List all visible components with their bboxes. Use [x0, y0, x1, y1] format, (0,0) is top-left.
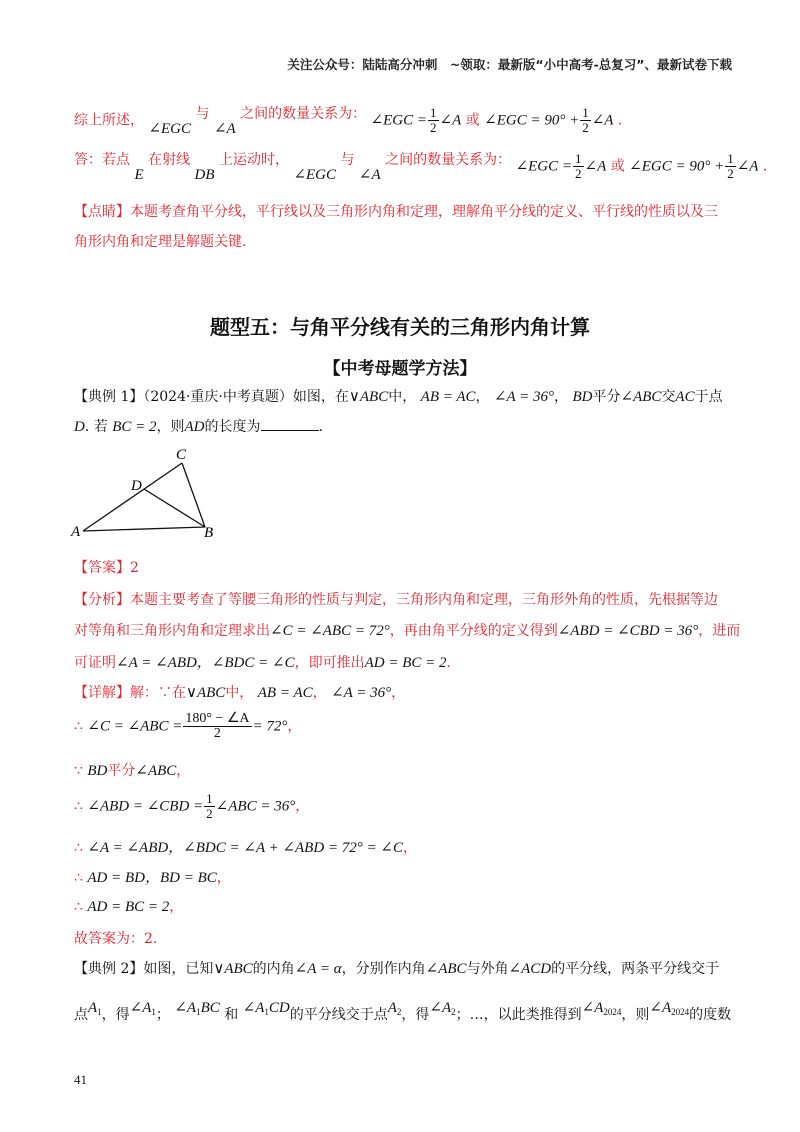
therefore-symbol: ∴ [74, 840, 83, 856]
angle-a2: $\angle A_2$ [429, 1000, 456, 1017]
equation2-left-2: ∠EGC = 90° + [629, 158, 725, 175]
equation2-left: ∠EGC = 90° + [484, 112, 580, 129]
eq-c-abc: ∠C = ∠ABC = [87, 718, 183, 735]
angle-abc: ∠ABC [620, 389, 662, 405]
then-text: ，则 [156, 419, 185, 435]
analysis-line-3 [74, 651, 451, 672]
text-bisectors-meet: 的平分线交于点 [289, 1007, 388, 1023]
eq-ad-bc-2: AD = BC = 2 [364, 655, 447, 671]
therefore-symbol: ∴ [74, 899, 83, 915]
triangle-figure [68, 444, 228, 544]
ray-text: 在射线 [148, 151, 191, 168]
detail-label: 【详解】 [74, 685, 130, 701]
text-c: ，分别作内角 [341, 961, 426, 977]
detail-line-6 [74, 866, 231, 887]
because-symbol: ∵ [74, 763, 83, 779]
inner-angle-text: 的内角 [252, 961, 295, 977]
section-subtitle: 【中考母题学方法】 [323, 359, 477, 379]
detail-line-3 [74, 760, 190, 780]
detail-text: 解：∵在 [130, 685, 186, 701]
triangle-abc-3: ∨ABC [213, 961, 253, 977]
segment-cb [182, 463, 205, 527]
point-a2: $A_2$ [387, 1000, 402, 1017]
eq-ab-ac: AB = AC [420, 389, 476, 405]
segment-bd-2: BD [87, 763, 108, 779]
dianjing-line-1: 【点睛】本题考查角平分线，平行线以及三角形内角和定理，理解角平分线的定义、平行线的性质以及三 [74, 204, 718, 220]
angle-a1: $\angle A_1$ [129, 1000, 156, 1017]
equation2-right-2: ∠A [736, 158, 759, 175]
comma: ， [216, 870, 231, 886]
angle-egc-2: ∠EGC [293, 166, 337, 183]
example1-line-1 [74, 386, 723, 406]
text-d: 与外角 [466, 961, 509, 977]
fraction-half-5: $\frac{1}{2}$ [206, 791, 213, 821]
analysis-text-c: ，进而 [698, 623, 741, 639]
text-e: 的平分线，两条平分线交于 [551, 961, 720, 977]
eq-a-36: ∠A = 36° [493, 389, 555, 405]
point-a1: $A_1$ [88, 1000, 102, 1017]
point-d: D [74, 419, 85, 435]
equation-left: ∠EGC = [370, 112, 428, 129]
comma: ， [295, 798, 310, 815]
text-de: ，得 [101, 1007, 130, 1023]
analysis-text-f: . [446, 655, 451, 671]
text-zhong: 中， [388, 389, 417, 405]
label-b: B [204, 525, 214, 541]
bisect-text: 平分 [592, 389, 621, 405]
eq-abd-cbd: ∠ABD = ∠CBD = [87, 798, 204, 815]
dianjing-line-2: 角形内角和定理是解题关键. [74, 234, 247, 250]
angle-acd: ∠ACD [508, 961, 552, 977]
comma: ， [169, 899, 184, 915]
example2-intro: 【典例 2】如图，已知 [74, 961, 214, 977]
text-zhong-2: 中， [225, 685, 254, 701]
relation-text: 之间的数量关系为： [240, 105, 367, 122]
segment-bd: BD [572, 389, 593, 405]
analysis-line-1: 【分析】本题主要考查了等腰三角形的性质与判定，三角形内角和定理，三角形外角的性质，先根据等边 [74, 592, 718, 608]
eq-a-alpha: ∠A = α [294, 961, 342, 977]
or-text: 或 [465, 112, 480, 129]
example1-line-2 [74, 416, 323, 436]
text-degree: 的度数 [689, 1007, 732, 1023]
eq-abc-36: ∠ABC = 36° [215, 798, 296, 815]
fraction-half-2: $\frac{1}{2}$ [582, 105, 589, 135]
or-text-2: 或 [610, 158, 625, 175]
angle-a1bc: $\angle A_1BC$ [174, 1000, 220, 1017]
eq-a-abd: ∠A = ∠ABD，∠BDC = ∠C [116, 655, 295, 671]
equation-right: ∠A [439, 112, 462, 129]
moving-text: 上运动时， [218, 151, 289, 168]
comma: ， [176, 763, 191, 779]
eq-abd-cbd-36: ∠ABD = ∠CBD = 36° [557, 623, 699, 639]
text-dian: 点 [74, 1007, 88, 1023]
fraction-half-3: $\frac{1}{2}$ [575, 151, 582, 181]
comma: ， [312, 685, 327, 701]
detail-line-5 [74, 836, 417, 857]
triangle-abc: ∨ABC [348, 389, 389, 405]
segment-ab [83, 527, 205, 531]
detail-line-1 [74, 682, 405, 702]
equation2-right: ∠A [591, 112, 614, 129]
answer-blank [261, 416, 319, 431]
eq-bc-2: BC = 2 [112, 419, 157, 435]
analysis-text-b: ，再由角平分线的定义得到 [389, 623, 558, 639]
comma: ， [391, 685, 406, 701]
fraction-half-4: $\frac{1}{2}$ [727, 151, 734, 181]
page-header: 关注公众号：陆陆高分冲刺 ~领取：最新版“小中高考-总复习”、最新试卷下载 [287, 57, 732, 72]
angle-abc-2: ∠ABC [135, 763, 177, 779]
eq-c-abc-72: ∠C = ∠ABC = 72° [270, 623, 390, 639]
eq-bdc-chain: ∠A = ∠ABD，∠BDC = ∠A + ∠ABD = 72° = ∠C [87, 840, 403, 856]
page-number: 41 [74, 1072, 87, 1087]
fraction-half: $\frac{1}{2}$ [430, 105, 437, 135]
analysis-text-d: 可证明 [74, 655, 116, 671]
detail-line-7 [74, 896, 183, 916]
text-then: ，则 [621, 1007, 650, 1023]
period: . [318, 419, 323, 435]
angle-a1cd: $\angle A_1CD$ [242, 1000, 290, 1017]
summary-lead: 综上所述， [74, 112, 144, 129]
eq-ad-bc-2-final: AD = BC = 2 [87, 899, 170, 915]
angle-a: ∠A [213, 120, 236, 137]
segment-db [144, 489, 205, 527]
answer-block [74, 557, 139, 577]
length-text: 的长度为 [204, 419, 261, 435]
angle-a2024-2: $\angle A_{2024}$ [649, 1000, 690, 1017]
detail-line-8: 故答案为：2. [74, 931, 158, 947]
label-a: A [71, 524, 81, 540]
comma: ， [554, 389, 569, 405]
fraction-180-minus-a: $\frac{180^\circ - \angle A}{2}$ [185, 711, 250, 741]
ray-db: DB [194, 166, 215, 183]
segment-ac-line [83, 463, 182, 531]
eq-a-36-2: ∠A = 36° [331, 685, 392, 701]
period-2: . [762, 158, 768, 175]
section-title: 题型五：与角平分线有关的三角形内角计算 [210, 315, 590, 339]
if-text: . 若 [84, 419, 108, 435]
intersect-text: 交 [661, 389, 676, 405]
answer-lead: 答：若点 [74, 151, 130, 168]
and-text-2: 与 [340, 151, 355, 168]
at-point-text: 于点 [694, 389, 723, 405]
relation-text-2: 之间的数量关系为： [385, 151, 512, 168]
example2-line-2 [74, 1000, 732, 1024]
analysis-line-2 [74, 620, 740, 640]
and-text-3: 和 [224, 1007, 239, 1023]
angle-a-2: ∠A [358, 166, 381, 183]
label-d: D [131, 478, 142, 494]
angle-a2024: $\angle A_{2024}$ [581, 1000, 622, 1017]
label-c: C [176, 447, 187, 463]
segment-ac: AC [675, 389, 695, 405]
equation-right-2: ∠A [584, 158, 607, 175]
comma: ， [287, 718, 302, 735]
angle-egc: ∠EGC [148, 120, 192, 137]
detail-line-4 [74, 792, 309, 821]
therefore-symbol: ∴ [74, 798, 83, 815]
therefore-symbol: ∴ [74, 718, 83, 735]
answer-value: 2 [130, 560, 139, 576]
segment-ad: AD [184, 419, 205, 435]
analysis-text-a: 对等角和三角形内角和定理求出 [74, 623, 270, 639]
summary-line [74, 106, 622, 135]
triangle-abc-2: ∨ABC [186, 685, 226, 701]
eq-ab-ac-2: AB = AC [257, 685, 313, 701]
example2-line-1 [74, 958, 719, 978]
answer-label: 【答案】 [74, 560, 130, 576]
equation-left-2: ∠EGC = [515, 158, 573, 175]
eq-72: = 72° [252, 718, 288, 735]
example1-intro: 【典例 1】（2024·重庆·中考真题）如图，在 [74, 389, 349, 405]
comma: ， [403, 840, 417, 856]
therefore-symbol: ∴ [74, 870, 83, 886]
detail-line-2 [74, 712, 301, 741]
analysis-text-e: ，即可推出 [294, 655, 365, 671]
semicolon: ； [155, 1007, 170, 1023]
comma: ， [475, 389, 490, 405]
bisect-text-2: 平分 [107, 763, 136, 779]
angle-abc-3: ∠ABC [425, 961, 467, 977]
point-e: E [134, 166, 144, 183]
text-de-2: ，得 [401, 1007, 430, 1023]
period: . [617, 112, 623, 129]
text-so-on: ；…，以此类推得到 [455, 1007, 582, 1023]
answer-line [74, 152, 767, 181]
eq-ad-bd-bc: AD = BD，BD = BC [87, 870, 217, 886]
and-text: 与 [195, 105, 210, 122]
